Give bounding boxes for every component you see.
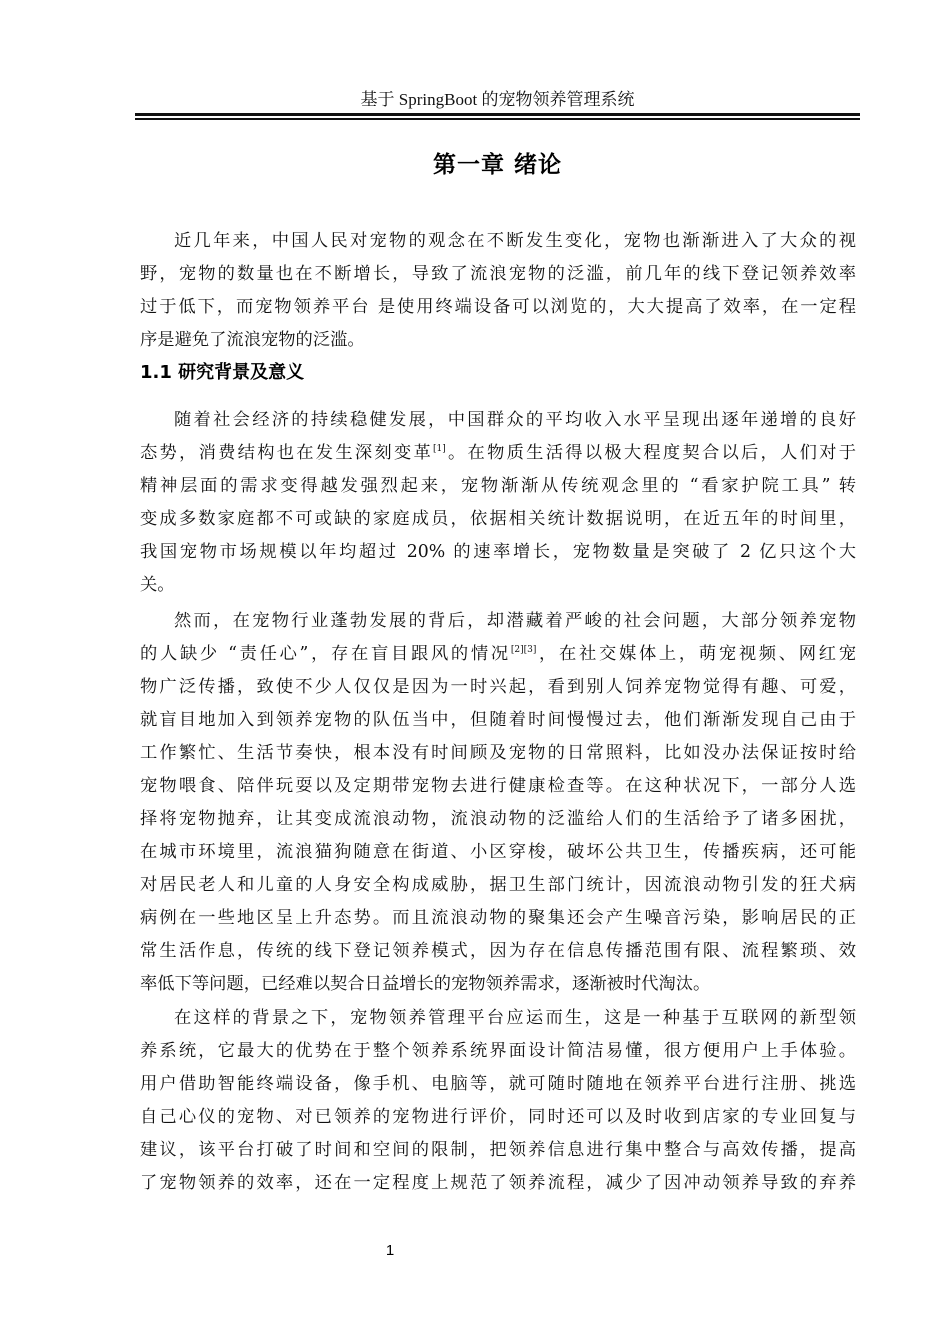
paragraph-line xyxy=(140,440,856,466)
paragraph-line: 工作繁忙、生活节奏快，根本没有时间顾及宠物的日常照料，比如没办法保证按时给 xyxy=(140,743,856,763)
chapter-title: 第一章 绪论 xyxy=(432,152,562,178)
paragraph-line: 宠物喂食、陪伴玩耍以及定期带宠物去进行健康检查等。在这种状况下，一部分人选 xyxy=(140,776,856,796)
paragraph-line: 过于低下，而宠物领养平台 是使用终端设备可以浏览的，大大提高了效率，在一定程 xyxy=(140,297,856,317)
paragraph-line: 关。 xyxy=(140,575,175,595)
paragraph-line: 用户借助智能终端设备，像手机、电脑等，就可随时随地在领养平台进行注册、挑选 xyxy=(140,1074,856,1094)
paragraph-line: 物广泛传播，致使不少人仅仅是因为一时兴起，看到别人饲养宠物觉得有趣、可爱， xyxy=(140,677,856,697)
paragraph-line xyxy=(140,641,856,667)
header-rule-thin-line xyxy=(135,118,860,120)
paragraph-line: 常生活作息，传统的线下登记领养模式，因为存在信息传播范围有限、流程繁琐、效 xyxy=(140,941,856,961)
paragraph-line: 在城市环境里，流浪猫狗随意在街道、小区穿梭，破坏公共卫生，传播疾病，还可能 xyxy=(140,842,856,862)
paragraph-line: 建议，该平台打破了时间和空间的限制，把领养信息进行集中整合与高效传播，提高 xyxy=(140,1140,856,1160)
text-span: 。在物质生活得以极大程度契合以后，人们对于 xyxy=(445,443,856,463)
text-span: 态势，消费结构也在发生深刻变革 xyxy=(140,443,434,463)
text-span: ，在社交媒体上，萌宠视频、网红宠 xyxy=(536,644,856,664)
paragraph-line: 在这样的背景之下，宠物领养管理平台应运而生，这是一种基于互联网的新型领 xyxy=(174,1008,856,1028)
header-double-rule xyxy=(135,113,860,120)
header-rule-thick-line xyxy=(135,113,860,116)
paragraph-line: 序是避免了流浪宠物的泛滥。 xyxy=(140,330,365,350)
paragraph-line: 变成多数家庭都不可或缺的家庭成员，依据相关统计数据说明，在近五年的时间里， xyxy=(140,509,856,529)
paragraph-line: 野，宠物的数量也在不断增长，导致了流浪宠物的泛滥，前几年的线下登记领养效率 xyxy=(140,264,856,284)
paragraph-line: 养系统，它最大的优势在于整个领养系统界面设计简洁易懂，很方便用户上手体验。 xyxy=(140,1041,856,1061)
page-number: 1 xyxy=(385,1242,395,1259)
paragraph-line: 近几年来，中国人民对宠物的观念在不断发生变化，宠物也渐渐进入了大众的视 xyxy=(174,231,856,251)
paragraph-line: 率低下等问题，已经难以契合日益增长的宠物领养需求，逐渐被时代淘汰。 xyxy=(140,974,711,994)
citation-ref-1[interactable]: [1] xyxy=(433,444,446,454)
paragraph-line: 精神层面的需求变得越发强烈起来，宠物渐渐从传统观念里的 “看家护院工具” 转 xyxy=(140,476,856,496)
paragraph-line: 然而，在宠物行业蓬勃发展的背后，却潜藏着严峻的社会问题，大部分领养宠物 xyxy=(174,611,856,631)
paragraph-line: 了宠物领养的效率，还在一定程度上规范了领养流程，减少了因冲动领养导致的弃养 xyxy=(140,1173,856,1193)
paragraph-line: 就盲目地加入到领养宠物的队伍当中，但随着时间慢慢过去，他们渐渐发现自己由于 xyxy=(140,710,856,730)
paragraph-line: 择将宠物抛弃，让其变成流浪动物，流浪动物的泛滥给人们的生活给予了诸多困扰， xyxy=(140,809,856,829)
paragraph-line: 我国宠物市场规模以年均超过 20% 的速率增长，宠物数量是突破了 2 亿只这个大 xyxy=(140,542,856,562)
paragraph-line: 自己心仪的宠物、对已领养的宠物进行评价，同时还可以及时收到店家的专业回复与 xyxy=(140,1107,856,1127)
paragraph-line: 病例在一些地区呈上升态势。而且流浪动物的聚集还会产生噪音污染，影响居民的正 xyxy=(140,908,856,928)
section-heading: 1.1 研究背景及意义 xyxy=(140,362,305,383)
paragraph-line: 对居民老人和儿童的人身安全构成威胁，据卫生部门统计，因流浪动物引发的狂犬病 xyxy=(140,875,856,895)
text-span: 的人缺少 “责任心”，存在盲目跟风的情况 xyxy=(140,644,511,664)
running-header: 基于 SpringBoot 的宠物领养管理系统 xyxy=(360,90,635,109)
paragraph-line: 随着社会经济的持续稳健发展，中国群众的平均收入水平呈现出逐年递增的良好 xyxy=(174,410,856,430)
citation-ref-2-3[interactable]: [2][3] xyxy=(510,645,537,655)
